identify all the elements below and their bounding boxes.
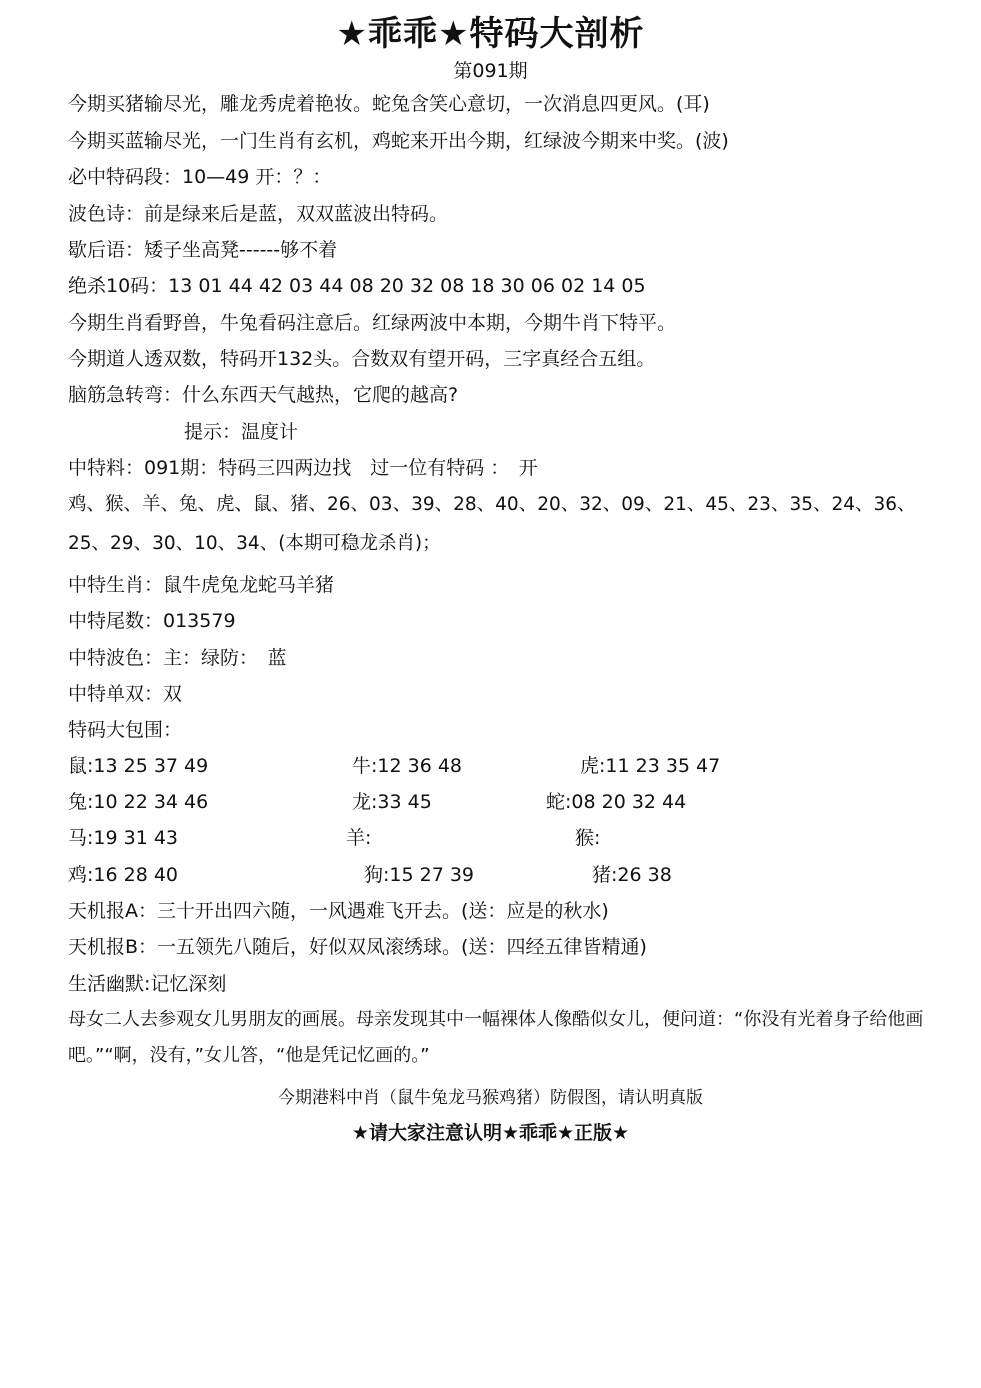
zodiac-ox: 牛:12 36 48 [352,755,463,777]
humor-joke: 母女二人去参观女儿男朋友的画展。母亲发现其中一幅裸体人像酷似女儿，便问道：“你没有光着身子给他画吧。”“啊，没有，”女儿答，“他是凭记忆画的。” [68,1009,924,1066]
poem-line-1: 今期买猪输尽光，雕龙秀虎着艳妆。蛇兔含笑心意切，一次消息四更风。(耳) [68,93,710,115]
brain-teaser: 脑筋急转弯：什么东西天气越热，它爬的越高? [68,384,459,406]
tianji-a: 天机报A：三十开出四六随，一风遇难飞开去。(送：应是的秋水) [68,900,609,922]
special-color: 中特波色：主：绿防： 蓝 [68,647,287,669]
proverb: 歇后语：矮子坐高凳------够不着 [68,239,338,261]
zodiac-rabbit: 兔:10 22 34 46 [68,791,209,813]
zodiac-horse: 马:19 31 43 [68,827,179,849]
zodiac-dragon: 龙:33 45 [352,791,432,813]
page-title: ★乖乖★特码大剖析 [336,14,645,54]
special-material: 中特料：091期：特码三四两边找 过一位有特码 ： 开 [68,457,538,479]
teaser-hint: 提示：温度计 [184,421,299,443]
kill-ten-codes: 绝杀10码：13 01 44 42 03 44 08 20 32 08 18 30 06 02 14 05 [68,275,646,297]
tianji-b: 天机报B：一五领先八随后，好似双凤滚绣球。(送：四经五律皆精通) [68,936,647,958]
footer-note: 今期港料中肖（鼠牛兔龙马猴鸡猪）防假图，请认明真版 [278,1088,703,1108]
footer-brand: ★请大家注意认明★乖乖★正版★ [351,1122,630,1144]
special-range: 必中特码段：10—49 开：？： [68,166,332,188]
zodiac-monkey: 猴: [575,827,601,849]
special-zodiac: 中特生肖：鼠牛虎兔龙蛇马羊猪 [68,574,335,596]
color-poem: 波色诗：前是绿来后是蓝，双双蓝波出特码。 [68,203,449,225]
zodiac-rat: 鼠:13 25 37 49 [68,755,209,777]
taoist-hint: 今期道人透双数，特码开132头。合数双有望开码，三字真经合五组。 [68,348,656,370]
zodiac-pig: 猪:26 38 [592,864,672,886]
poem-line-2: 今期买蓝输尽光，一门生肖有玄机，鸡蛇来开出今期，红绿波今期来中奖。(波) [68,130,729,152]
zodiac-snake: 蛇:08 20 32 44 [546,791,687,813]
zodiac-hint: 今期生肖看野兽，牛兔看码注意后。红绿两波中本期，今期牛肖下特平。 [68,312,677,334]
issue-number: 第091期 [453,60,528,82]
special-encircle: 特码大包围： [68,719,183,741]
humor-title: 生活幽默:记忆深刻 [68,973,227,995]
special-tail: 中特尾数：013579 [68,610,236,632]
zodiac-rooster: 鸡:16 28 40 [68,864,179,886]
zodiac-dog: 狗:15 27 39 [364,864,475,886]
zodiac-tiger: 虎:11 23 35 47 [580,755,721,777]
special-list-1: 鸡、猴、羊、兔、虎、鼠、猪、26、03、39、28、40、20、32、09、21、45、23、35、24、36、 [68,494,916,515]
special-list-2: 25、29、30、10、34、(本期可稳龙杀肖)； [68,533,441,554]
zodiac-goat: 羊: [346,827,372,849]
special-odd-even: 中特单双：双 [68,683,183,705]
